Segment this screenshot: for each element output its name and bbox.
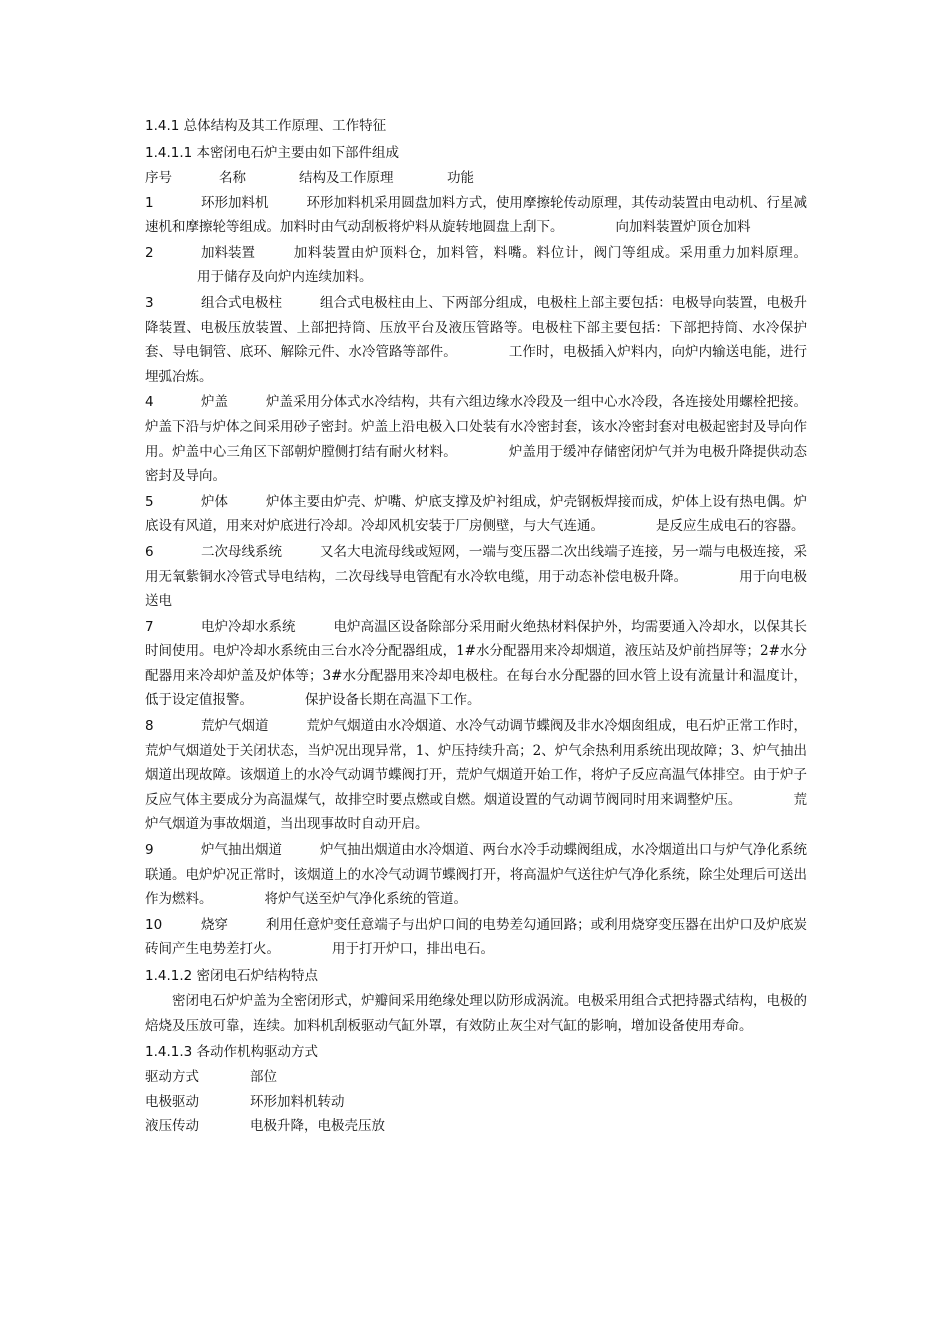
drive-row: [145, 1114, 807, 1139]
component-name: 组合式电极柱: [201, 294, 282, 311]
component-description: 环形加料机采用圆盘加料方式，使用摩擦轮传动原理，其传动装置由电动机、行星减速机和摩擦轮等组成。加料时由气动刮板将炉料从旋转地圆盘上刮下。: [145, 194, 807, 236]
section-heading-1-4-1-2: 1.4.1.2 密闭电石炉结构特点: [145, 968, 319, 984]
drive-part: 环形加料机转动: [250, 1093, 345, 1110]
component-function: 用于打开炉口，排出电石。: [332, 941, 494, 958]
component-function: 荒炉气烟道为事故烟道，当出现事故时自动开启。: [145, 791, 808, 833]
component-description: 炉体主要由炉壳、炉嘴、炉底支撑及炉衬组成，炉壳钢板焊接而成，炉体上设有热电偶。炉底设有风道，用来对炉底进行冷却。冷却风机安装于厂房侧壁，与大气连通。: [145, 493, 807, 535]
header-name: 名称: [219, 170, 246, 186]
component-description: 炉盖采用分体式水冷结构，共有六组边缘水冷段及一组中心水冷段，各连接处用螺栓把接。炉盖下沿与炉体之间采用砂子密封。炉盖上沿电极入口处装有水冷密封套，该水冷密封套对电极起密封及导向作用。炉盖中心三角区下部朝炉膛侧打结有耐火材料。: [145, 394, 807, 460]
component-number: 4: [145, 394, 154, 411]
header-function: 功能: [447, 170, 474, 186]
component-entry: [145, 615, 807, 713]
component-name: 炉气抽出烟道: [201, 842, 282, 859]
component-number: 6: [145, 543, 154, 560]
component-name: 二次母线系统: [201, 543, 282, 560]
component-number: 5: [145, 493, 154, 510]
component-entry: [145, 838, 807, 912]
component-function: 向加料装置炉顶仓加料: [615, 219, 751, 236]
component-entry: [145, 540, 807, 614]
features-paragraph: 密闭电石炉炉盖为全密闭形式，炉瓣间采用绝缘处理以防形成涡流。电极采用组合式把持器式结构，电极的焙烧及压放可靠，连续。加料机刮板驱动气缸外罩，有效防止灰尘对气缸的影响，增加设备使用寿命。: [145, 993, 807, 1034]
drive-method: 电极驱动: [145, 1093, 199, 1110]
section-heading-1-4-1: 1.4.1 总体结构及其工作原理、工作特征: [145, 118, 387, 134]
header-number: 序号: [145, 170, 172, 186]
component-description: 电炉高温区设备除部分采用耐火绝热材料保护外，均需要通入冷却水，以保其长时间使用。电炉冷却水系统由三台水冷分配器组成，1#水分配器用来冷却烟道，液压站及炉前挡屏等；2#水分配器用来冷却炉盖及炉体等；3#水分配器用来冷却电极柱。在每台水分配器的回水管上设有流量计和温度计，低于设定值报警。: [145, 618, 807, 709]
component-number: 2: [145, 244, 154, 261]
component-function: 用于储存及向炉内连续加料。: [197, 269, 373, 286]
component-function: 工作时，电极插入炉料内，向炉内输送电能，进行埋弧冶炼。: [145, 344, 808, 385]
section-heading-1-4-1-1: 1.4.1.1 本密闭电石炉主要由如下部件组成: [145, 145, 400, 161]
drive-part: 电极升降，电极壳压放: [250, 1118, 385, 1135]
component-description: 利用任意炉变任意端子与出炉口间的电势差勾通回路；或利用烧穿变压器在出炉口及炉底炭砖间产生电势差打火。: [145, 916, 807, 958]
component-name: 荒炉气烟道: [201, 718, 269, 735]
component-function: 用于向电极送电: [145, 568, 808, 610]
drive-method: 液压传动: [145, 1118, 199, 1135]
component-function: 是反应生成电石的容器。: [656, 518, 805, 535]
component-description: 组合式电极柱由上、下两部分组成，电极柱上部主要包括：电极导向装置，电极升降装置、电极压放装置、上部把持筒、压放平台及液压管路等。电极柱下部主要包括：下部把持筒、水冷保护套、导电铜管、底环、解除元件、水冷管路等部件。: [145, 294, 807, 361]
component-description: 荒炉气烟道由水冷烟道、水冷气动调节蝶阀及非水冷烟囱组成，电石炉正常工作时，荒炉气烟道处于关闭状态，当炉况出现异常，1、炉压持续升高；2、炉气余热利用系统出现故障；3、炉气抽出烟道出现故障。该烟道上的水冷气动调节蝶阀打开，荒炉气烟道开始工作，将炉子反应高温气体排空。由于炉子反应气体主要成分为高温煤气，故排空时要点燃或自燃。烟道设置的气动调节阀同时用来调整炉压。: [145, 718, 807, 808]
component-number: 8: [145, 718, 154, 735]
component-entry: [145, 390, 807, 488]
component-entry: [145, 490, 807, 539]
component-entry: [145, 191, 807, 240]
components-table-header: [145, 166, 807, 191]
component-name: 加料装置: [201, 244, 255, 261]
drive-header-part: 部位: [250, 1069, 277, 1086]
drive-row: [145, 1090, 807, 1115]
section-heading-1-4-1-3: 1.4.1.3 各动作机构驱动方式: [145, 1044, 319, 1061]
components-list: [145, 191, 807, 962]
component-name: 电炉冷却水系统: [201, 618, 296, 635]
component-entry: [145, 241, 807, 290]
component-number: 7: [145, 618, 154, 635]
component-function: 保护设备长期在高温下工作。: [305, 692, 481, 709]
component-description: 又名大电流母线或短网，一端与变压器二次出线端子连接，另一端与电极连接，采用无氧紫铜水冷管式导电结构，二次母线导电管配有水冷软电缆，用于动态补偿电极升降。: [145, 543, 807, 585]
document-page: [145, 112, 807, 1139]
header-structure: 结构及工作原理: [299, 170, 394, 186]
component-number: 10: [145, 916, 163, 933]
drive-table-header: [145, 1065, 807, 1090]
component-name: 炉体: [201, 493, 228, 510]
component-description: 炉气抽出烟道由水冷烟道、两台水冷手动蝶阀组成，水冷烟道出口与炉气净化系统联通。电炉炉况正常时，该烟道上的水冷气动调节蝶阀打开，将高温炉气送往炉气净化系统，除尘处理后可送出作为燃料。: [145, 842, 807, 908]
component-entry: [145, 714, 807, 837]
component-function: 炉盖用于缓冲存储密闭炉气并为电极升降提供动态密封及导向。: [145, 443, 808, 485]
component-number: 9: [145, 842, 154, 859]
component-name: 环形加料机: [201, 194, 269, 211]
component-description: 加料装置由炉顶料仓，加料管，料嘴。料位计，阀门等组成。采用重力加料原理。: [293, 244, 807, 261]
component-entry: [145, 291, 807, 389]
component-number: 1: [145, 194, 154, 211]
drive-header-method: 驱动方式: [145, 1069, 199, 1086]
component-entry: [145, 913, 807, 962]
component-function: 将炉气送至炉气净化系统的管道。: [264, 891, 467, 908]
component-name: 烧穿: [201, 916, 228, 933]
component-name: 炉盖: [201, 394, 228, 411]
component-number: 3: [145, 294, 154, 311]
